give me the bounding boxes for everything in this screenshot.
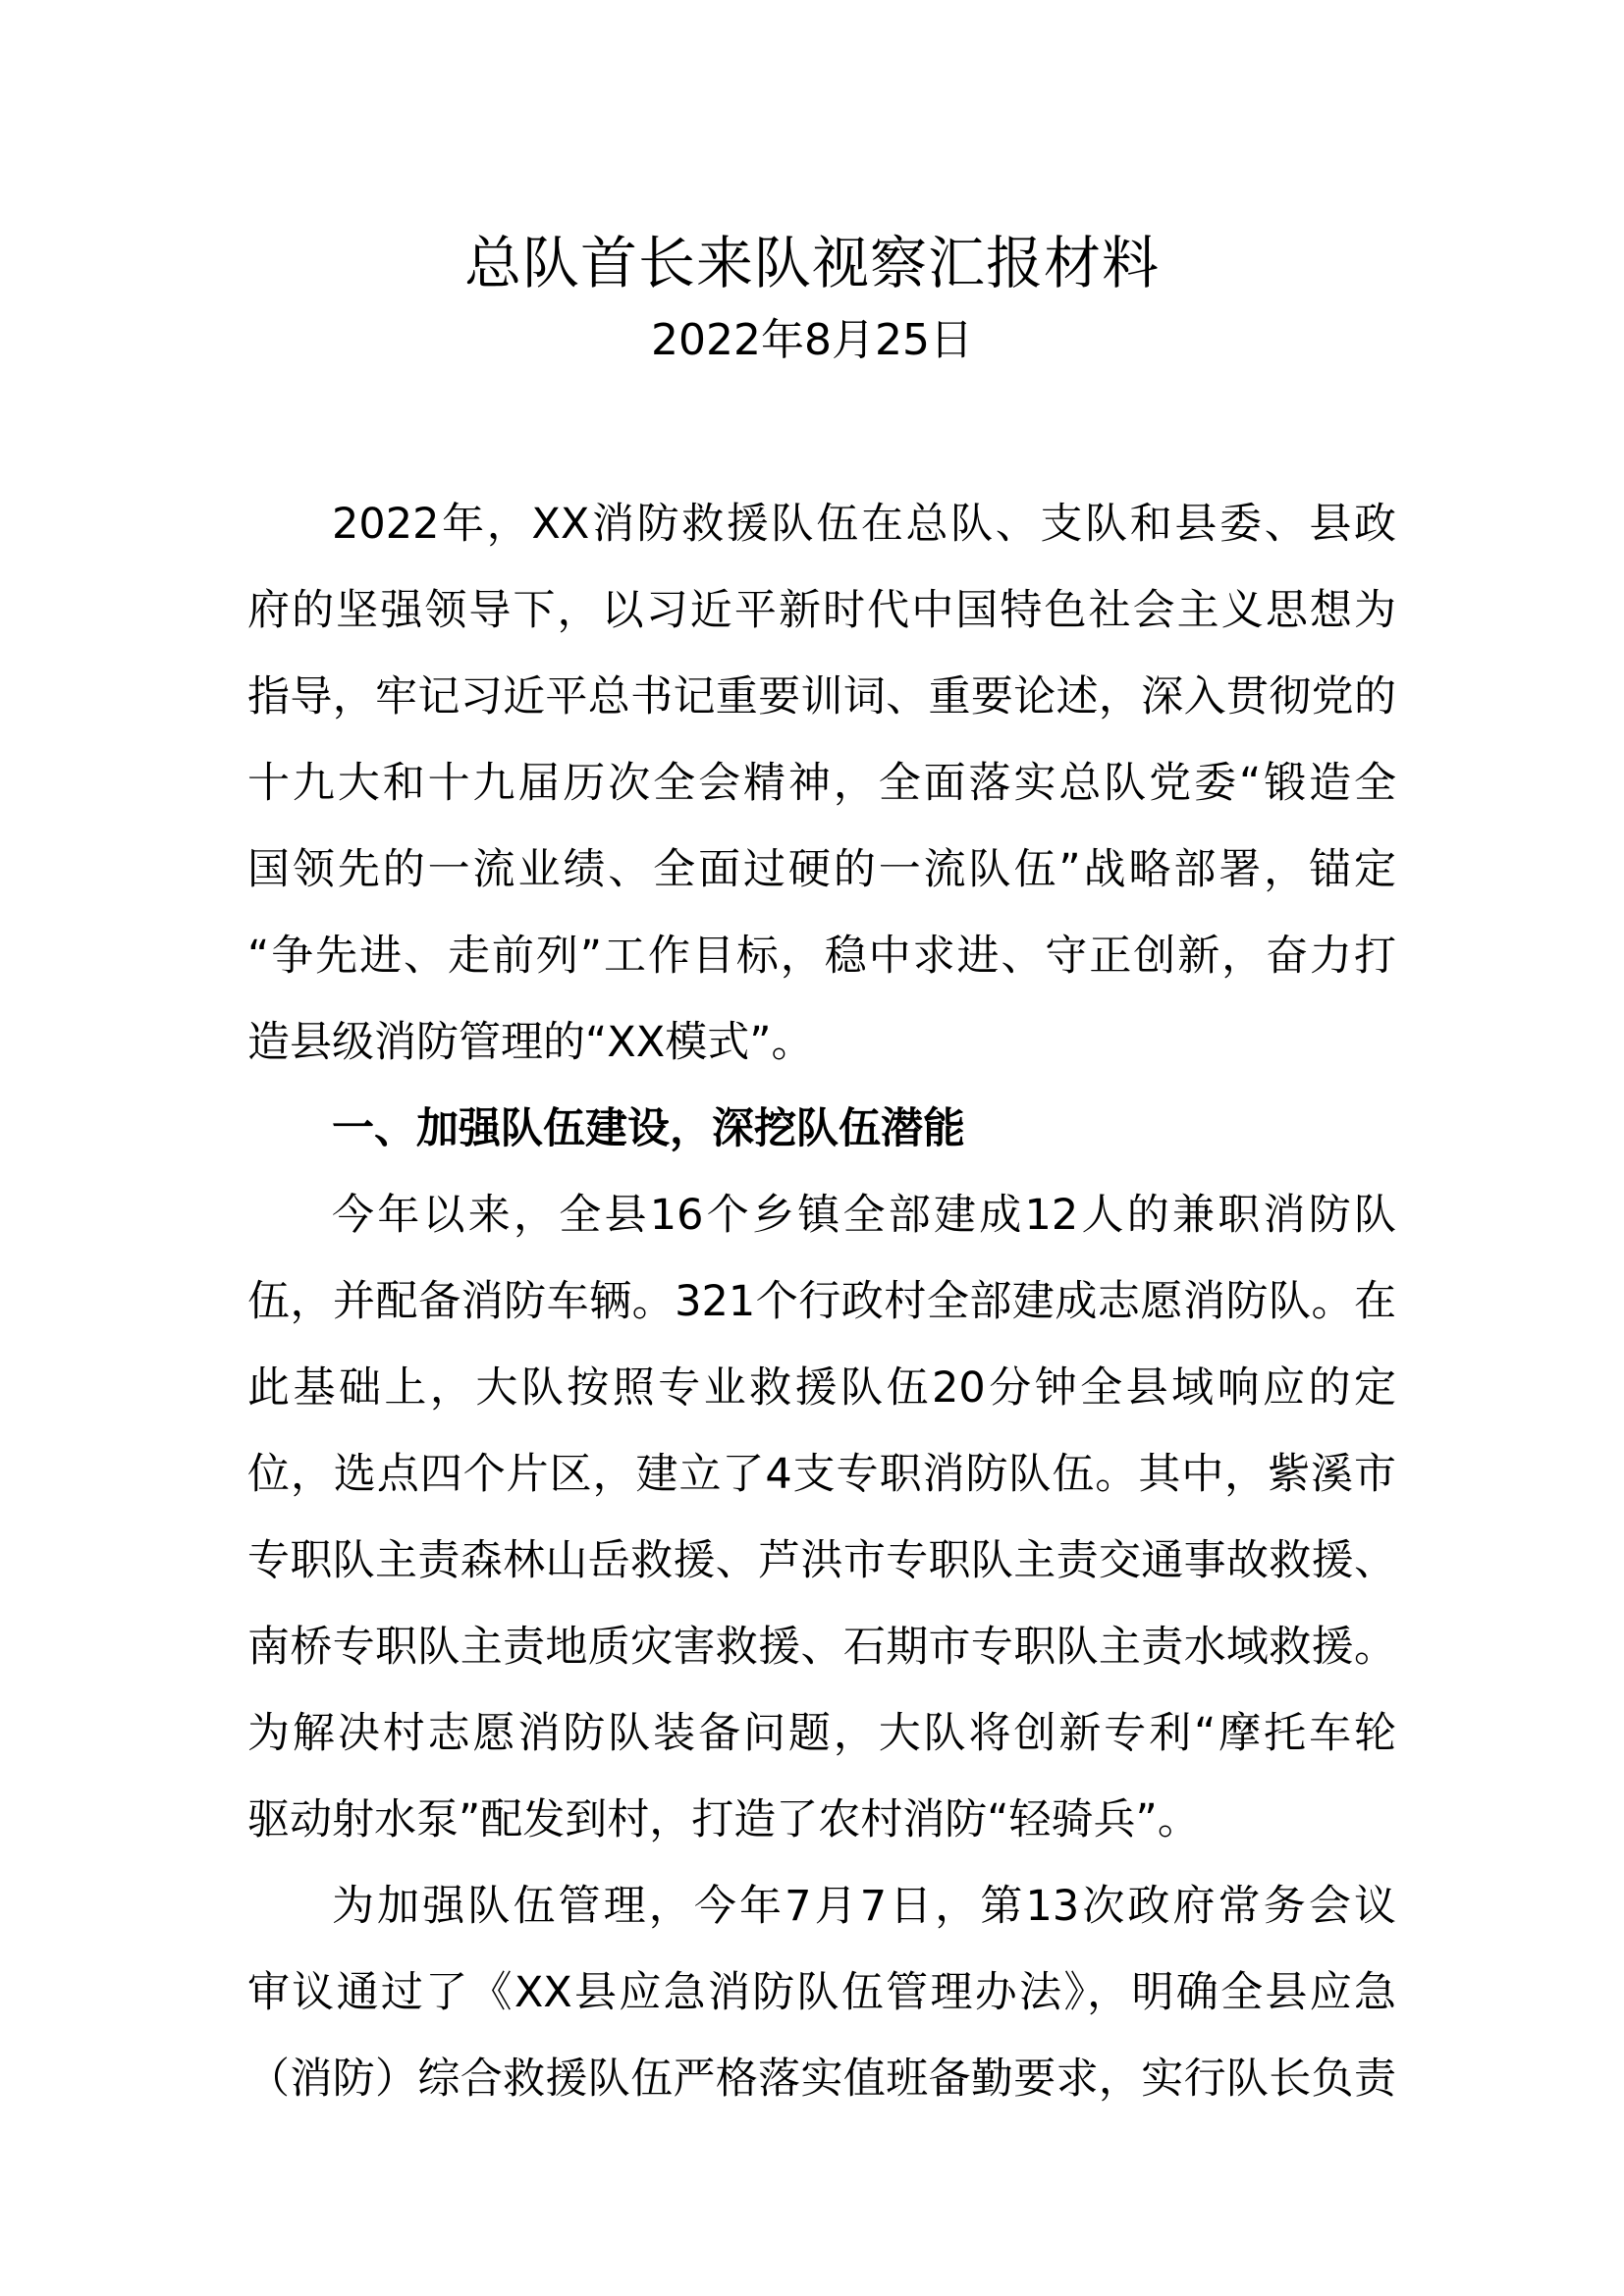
paragraph-line: 指导，牢记习近平总书记重要训词、重要论述，深入贯彻党的 [247,672,1396,721]
section-heading: 一、加强队伍建设，深挖队伍潜能 [332,1104,965,1153]
paragraph-line: “争先进、走前列”工作目标，稳中求进、守正创新，奋力打 [247,932,1396,981]
paragraph-line: 为解决村志愿消防队装备问题，大队将创新专利“摩托车轮 [247,1709,1396,1758]
paragraph-line: 国领先的一流业绩、全面过硬的一流队伍”战略部署，锚定 [247,845,1396,894]
paragraph-line: 南桥专职队主责地质灾害救援、石期市专职队主责水域救援。 [247,1623,1396,1672]
paragraph-line: 位，选点四个片区，建立了4支专职消防队伍。其中，紫溪市 [247,1450,1396,1499]
paragraph-line: 此基础上，大队按照专业救援队伍20分钟全县域响应的定 [247,1363,1396,1413]
paragraph-line: 驱动射水泵”配发到村，打造了农村消防“轻骑兵”。 [247,1795,1200,1844]
paragraph-line: 为加强队伍管理，今年7月7日，第13次政府常务会议 [332,1882,1396,1931]
document-title: 总队首长来队视察汇报材料 [463,230,1160,296]
paragraph-line: 伍，并配备消防车辆。321个行政村全部建成志愿消防队。在 [247,1277,1396,1326]
paragraph-line: 府的坚强领导下，以习近平新时代中国特色社会主义思想为 [247,586,1396,635]
paragraph-line: 2022年，XX消防救援队伍在总队、支队和县委、县政 [332,500,1396,549]
paragraph-line: 今年以来，全县16个乡镇全部建成12人的兼职消防队 [332,1191,1396,1240]
document-date: 2022年8月25日 [651,315,973,365]
paragraph-line: 造县级消防管理的“XX模式”。 [247,1018,814,1067]
paragraph-line: 专职队主责森林山岳救援、芦洪市专职队主责交通事故救援、 [247,1536,1396,1585]
document-body [247,481,1396,2122]
paragraph-line: （消防）综合救援队伍严格落实值班备勤要求，实行队长负责 [247,2055,1396,2104]
paragraph-line: 十九大和十九届历次全会精神，全面落实总队党委“锻造全 [247,759,1396,808]
paragraph-line: 审议通过了《XX县应急消防队伍管理办法》，明确全县应急 [247,1968,1396,2017]
